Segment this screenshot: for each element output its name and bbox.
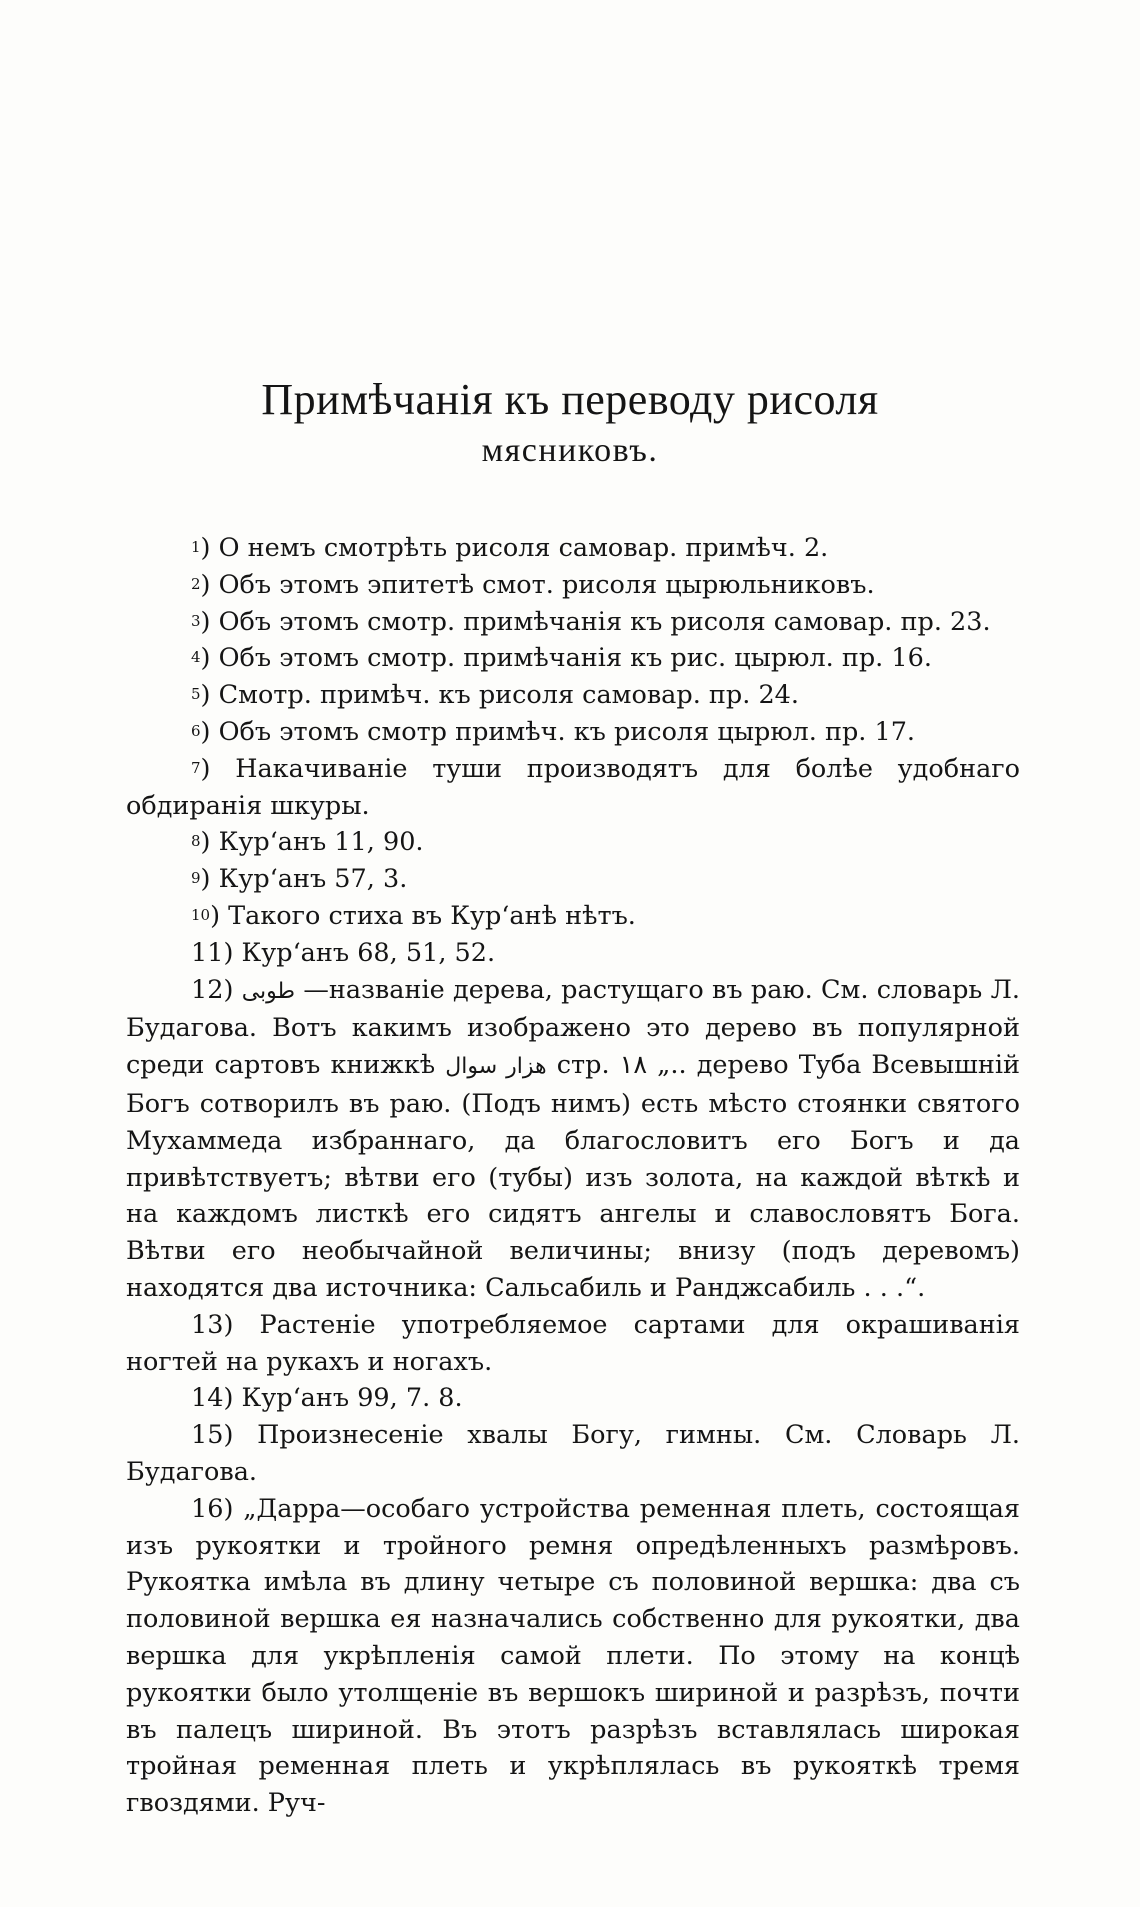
title-line-2: мясниковъ. — [481, 432, 659, 469]
note-number: 2 — [191, 574, 201, 593]
note-15: 15) Произнесеніе хвалы Богу, гимны. См. Словарь Л. Будагова. — [126, 1420, 1020, 1487]
note-text: Произнесеніе хвалы Богу, гимны. См. Словарь Л. Будагова. — [126, 1420, 1020, 1487]
notes-list — [126, 530, 1020, 1822]
note-8: $^8$) Кур‘анъ 11, 90. — [191, 827, 424, 858]
note-12: 12) طوبى —названіе дерева, растущаго въ раю. См. словарь Л. Будагова. Вотъ какимъ изображено это дерево въ популярной среди сартовъ книжкѣ هزار سوال стр. ١٨ „.. дерево Туба Всевышній Богъ сотворилъ въ раю. (Подъ нимъ) есть мѣсто стоянки святого Мухаммеда избраннаго, да благословитъ его Богъ и да привѣтствуетъ; вѣтви его (тубы) изъ золота, на каждой вѣткѣ и на каждомъ листкѣ его сидятъ ангелы и славословятъ Бога. Вѣтви его необычайной величины; внизу (подъ деревомъ) находятся два источника: Сальсабиль и Ранджсабиль . . .“. — [126, 974, 1021, 1303]
note-text: Кур‘анъ 57, 3. — [218, 864, 408, 895]
note-3: $^3$) Объ этомъ смотр. примѣчанія къ рисоля самовар. пр. 23. — [191, 606, 991, 637]
note-number: 13 — [191, 1309, 224, 1340]
note-number: 8 — [191, 832, 201, 851]
note-text: —названіе дерева, растущаго въ раю. См. словарь Л. Будагова. Вотъ какимъ изображено это дерево въ популярной среди сартовъ книжкѣ — [126, 974, 1020, 1081]
note-text: „Дарра—особаго устройства ременная плеть, состоящая изъ рукоятки и тройного ремня опредѣленныхъ размѣровъ. Рукоятка имѣла въ длину четыре съ половиной вершка: два съ половиной вершка ея назначались собственно для рукоятки, два вершка для укрѣпленія самой плети. По этому на концѣ рукоятки было утолщеніе въ вершокъ шириной и разрѣзъ, почти въ палецъ шириной. Въ этотъ разрѣзъ вставлялась широкая тройная ременная плеть и укрѣплялась въ рукояткѣ тремя гвоздями. Руч- — [126, 1493, 1020, 1819]
arabic-term: طوبى — [241, 978, 296, 1004]
note-16: 16) „Дарра—особаго устройства ременная плеть, состоящая изъ рукоятки и тройного ремня опредѣленныхъ размѣровъ. Рукоятка имѣла въ длину четыре съ половиной вершка: два съ половиной вершка ея назначались собственно для рукоятки, два вершка для укрѣпленія самой плети. По этому на концѣ рукоятки было утолщеніе въ вершокъ шириной и разрѣзъ, почти въ палецъ шириной. Въ этотъ разрѣзъ вставлялась широкая тройная ременная плеть и укрѣплялась въ рукояткѣ тремя гвоздями. Руч- — [126, 1493, 1020, 1819]
note-number: 9 — [191, 869, 201, 888]
note-number: 15 — [191, 1420, 224, 1451]
note-4: $^4$) Объ этомъ смотр. примѣчанія къ рис. цырюл. пр. 16. — [191, 643, 932, 674]
note-text: Растеніе употребляемое сартами для окрашиванія ногтей на рукахъ и ногахъ. — [126, 1309, 1020, 1377]
note-10: $^{10}$) Такого стиха въ Кур‘анѣ нѣтъ. — [191, 900, 636, 931]
note-number: 16 — [191, 1493, 224, 1524]
note-text: Кур‘анъ 68, 51, 52. — [241, 937, 496, 968]
arabic-book-title: هزار سوال — [445, 1054, 547, 1080]
note-text: Объ этомъ смотр примѣч. къ рисоля цырюл. пр. 17. — [218, 716, 916, 747]
note-text: Смотр. примѣч. къ рисоля самовар. пр. 24. — [218, 680, 800, 711]
note-number: 4 — [191, 648, 201, 667]
note-number: 10 — [191, 905, 211, 924]
note-number: 6 — [191, 721, 201, 740]
note-number: 5 — [191, 685, 201, 704]
note-number: 12 — [191, 974, 224, 1005]
note-13: 13) Растеніе употребляемое сартами для окрашиванія ногтей на рукахъ и ногахъ. — [126, 1309, 1020, 1377]
note-number: 1 — [191, 538, 201, 556]
note-2: $^2$) Объ этомъ эпитетѣ смот. рисоля цырюльниковъ. — [191, 569, 875, 600]
note-11: 11) Кур‘анъ 68, 51, 52. — [191, 937, 496, 968]
note-6: $^6$) Объ этомъ смотр примѣч. къ рисоля цырюл. пр. 17. — [191, 716, 916, 747]
note-text: Такого стиха въ Кур‘анѣ нѣтъ. — [228, 900, 636, 931]
note-text: Накачиваніе туши производятъ для болѣе удобнаго обдиранія шкуры. — [126, 753, 1020, 821]
title-line-1: Примѣчанія къ переводу рисоля — [261, 375, 879, 424]
note-5: $^5$) Смотр. примѣч. къ рисоля самовар. пр. 24. — [191, 680, 800, 711]
note-text: Объ этомъ смотр. примѣчанія къ рис. цырюл. пр. 16. — [218, 643, 932, 674]
note-number: 7 — [191, 758, 201, 777]
note-text: Объ этомъ смотр. примѣчанія къ рисоля самовар. пр. 23. — [218, 606, 991, 637]
note-7: $^7$) Накачиваніе туши производятъ для болѣе удобнаго обдиранія шкуры. — [126, 753, 1020, 821]
note-number: 14 — [191, 1383, 224, 1414]
note-text: О немъ смотрѣть рисоля самовар. примѣч. 2. — [218, 533, 829, 563]
note-14: 14) Кур‘анъ 99, 7. 8. — [191, 1383, 463, 1414]
note-text-continued: стр. ١٨ „.. дерево Туба Всевышній Богъ сотворилъ въ раю. (Подъ нимъ) есть мѣсто стоянки святого Мухаммеда избраннаго, да благословитъ его Богъ и да привѣтствуетъ; вѣтви его (тубы) изъ золота, на каждой вѣткѣ и на каждомъ листкѣ его сидятъ ангелы и славословятъ Бога. Вѣтви его необычайной величины; внизу (подъ деревомъ) находятся два источника: Сальсабиль и Ранджсабиль . . .“. — [126, 1050, 1021, 1303]
page-title — [0, 372, 1140, 474]
note-number: 3 — [191, 611, 201, 630]
note-number: 11 — [191, 937, 224, 968]
note-text: Кур‘анъ 99, 7. 8. — [241, 1383, 463, 1414]
note-9: $^9$) Кур‘анъ 57, 3. — [191, 864, 408, 895]
note-1: $^1$) О немъ смотрѣть рисоля самовар. примѣч. 2. — [191, 533, 829, 563]
note-text: Объ этомъ эпитетѣ смот. рисоля цырюльниковъ. — [218, 569, 875, 600]
note-text: Кур‘анъ 11, 90. — [218, 827, 424, 858]
